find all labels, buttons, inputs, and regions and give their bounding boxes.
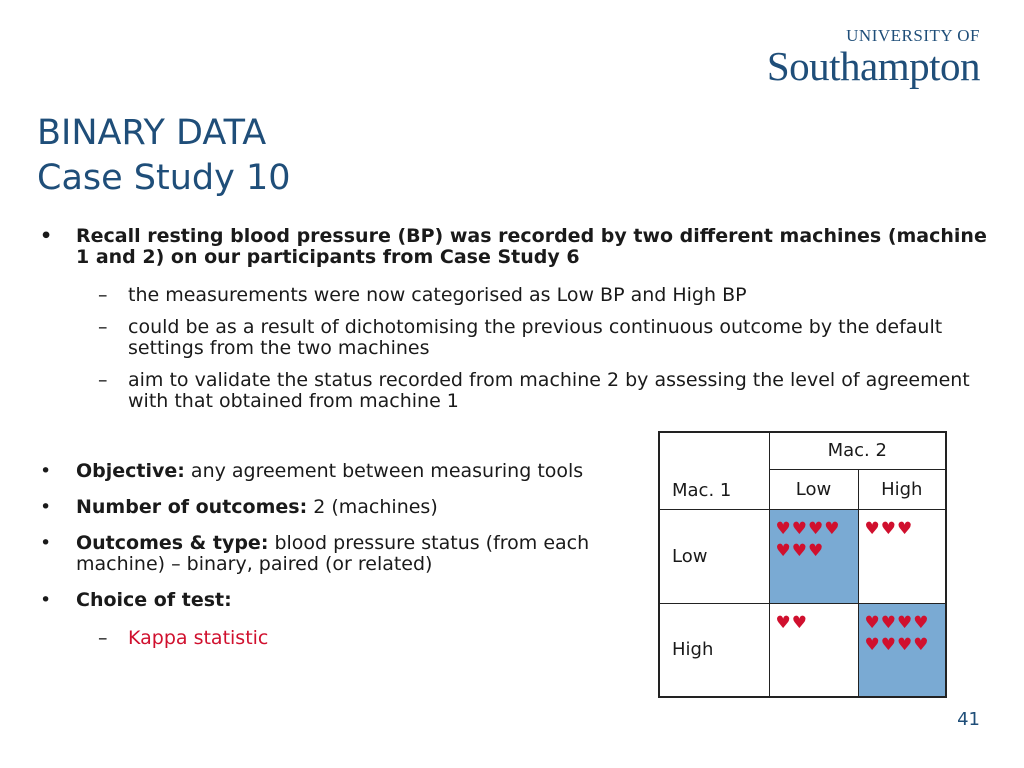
intro-text: Recall resting blood pressure (BP) was recorded by two different machines (machine 1 and 2) on our participants from Case Study 6 — [76, 225, 987, 268]
bullet-marker: • — [40, 225, 53, 247]
logo-main-text: Southampton — [766, 43, 980, 89]
outcomes-count-bullet — [40, 497, 600, 518]
mac2-header: Mac. 2 — [769, 432, 946, 469]
dash-marker: – — [98, 627, 108, 649]
col-high-header: High — [858, 469, 946, 509]
dash-marker: – — [98, 284, 108, 306]
objective-label: Objective: — [76, 460, 185, 482]
objective-bullet — [40, 461, 600, 482]
test-summary — [40, 461, 600, 649]
outcome-type-label: Outcomes & type: — [76, 532, 269, 554]
bullet-marker: • — [40, 589, 52, 611]
cell-high-low: ♥♥ — [769, 603, 858, 697]
outcomes-count-label: Number of outcomes: — [76, 496, 308, 518]
slide-title — [37, 112, 291, 202]
bullet-marker: • — [40, 532, 52, 554]
subpoint — [40, 370, 990, 412]
page-number: 41 — [957, 709, 980, 730]
test-subpoint — [40, 628, 600, 649]
cell-low-low: ♥♥♥♥ ♥♥♥ — [769, 509, 858, 603]
dash-marker: – — [98, 316, 108, 338]
cell-high-high: ♥♥♥♥ ♥♥♥♥ — [858, 603, 946, 697]
outcome-type-bullet — [40, 533, 600, 575]
bullet-marker: • — [40, 496, 52, 518]
outcome-type-text: blood pressure status (from each machine) – binary, paired (or related) — [76, 532, 590, 575]
choice-of-test-bullet — [40, 590, 600, 611]
subpoint-text: could be as a result of dichotomising the previous continuous outcome by the default settings from the two machines — [128, 316, 943, 359]
subpoint-text: the measurements were now categorised as Low BP and High BP — [128, 284, 747, 306]
objective-text: any agreement between measuring tools — [184, 460, 584, 482]
row-high-header: High — [659, 603, 769, 697]
intro-section — [40, 226, 990, 412]
outcomes-count-text: 2 (machines) — [307, 496, 438, 518]
title-line-1: BINARY DATA — [37, 113, 267, 153]
agreement-table — [658, 431, 947, 698]
bullet-marker: • — [40, 460, 52, 482]
dash-marker: – — [98, 369, 108, 391]
col-low-header: Low — [769, 469, 858, 509]
subpoint — [40, 285, 990, 306]
row-low-header: Low — [659, 509, 769, 603]
choice-of-test-label: Choice of test: — [76, 589, 232, 611]
subpoint — [40, 317, 990, 359]
mac1-header: Mac. 1 — [659, 432, 769, 509]
logo-top-text: UNIVERSITY OF — [846, 26, 980, 45]
subpoint-text: aim to validate the status recorded from machine 2 by assessing the level of agreement with that obtained from machine 1 — [128, 369, 970, 412]
university-logo — [740, 27, 980, 87]
intro-bullet — [40, 226, 990, 268]
title-line-2: Case Study 10 — [37, 158, 291, 198]
kappa-statistic: Kappa statistic — [128, 627, 269, 649]
cell-low-high: ♥♥♥ — [858, 509, 946, 603]
